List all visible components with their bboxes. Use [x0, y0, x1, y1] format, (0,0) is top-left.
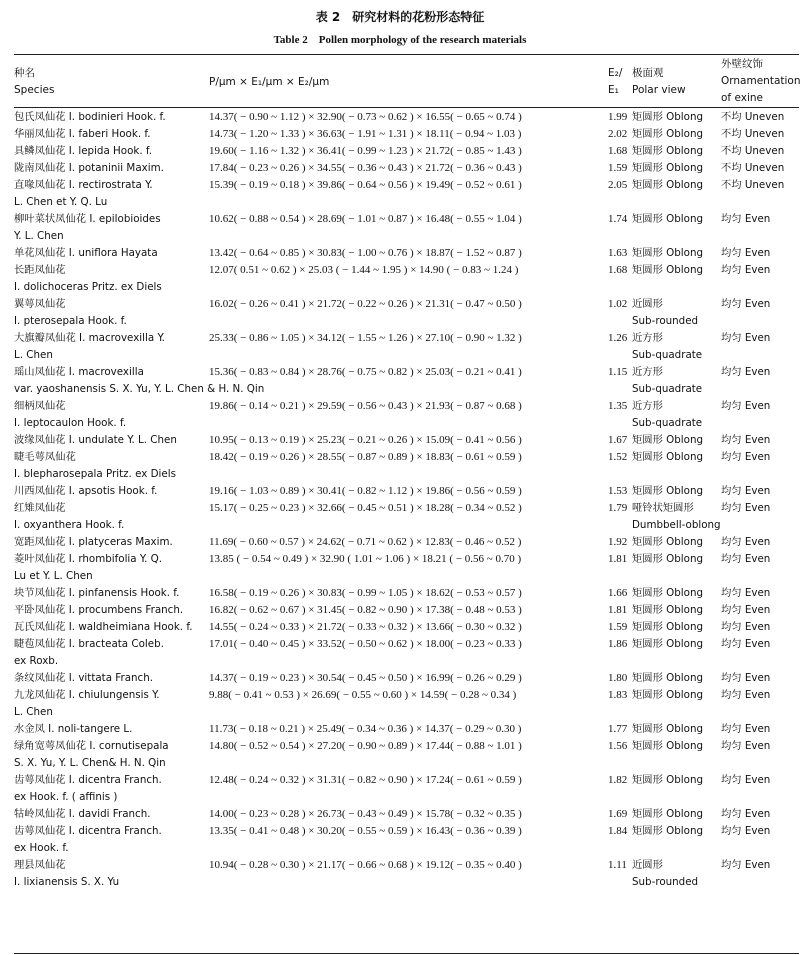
species-cell: 理县凤仙花 I. lixianensis S. X. Yu: [14, 859, 120, 888]
ornamentation-cell: 均匀 Even: [721, 400, 771, 412]
dimensions-cell: 19.60( − 1.16 ~ 1.32 ) × 36.41( − 0.99 ~ 1.23 ) × 21.72( − 0.85 ~ 1.43 ): [209, 145, 522, 157]
ratio-cell: 1.59: [608, 162, 628, 174]
species-cell: 直喙凤仙花 I. rectirostrata Y. L. Chen et Y. Q. Lu: [14, 179, 153, 208]
ornamentation-cell: 均匀 Even: [721, 604, 771, 616]
polar-view-cell: 矩圆形 Oblong: [632, 213, 704, 225]
ornamentation-cell: 不均 Uneven: [721, 162, 785, 174]
table-row: [14, 296, 799, 330]
table-row: [14, 364, 799, 398]
polar-view-cell: 矩圆形 Oblong: [632, 179, 704, 191]
ornamentation-cell: 均匀 Even: [721, 774, 771, 786]
polar-view-cell: 矩圆形 Oblong: [632, 451, 704, 463]
species-cell: 齿萼凤仙花 I. dicentra Franch. ex Hook. f.: [14, 825, 162, 854]
ornamentation-cell: 均匀 Even: [721, 723, 771, 735]
polar-view-cell: 矩圆形 Oblong: [632, 774, 704, 786]
dimensions-cell: 15.17( − 0.25 ~ 0.23 ) × 32.66( − 0.45 ~ 0.51 ) × 18.28( − 0.34 ~ 0.52 ): [209, 502, 522, 514]
polar-view-cell: 矩圆形 Oblong: [632, 723, 704, 735]
polar-view-cell: 近圆形 Sub-rounded: [632, 859, 699, 888]
pollen-table: [14, 56, 799, 891]
ornamentation-cell: 均匀 Even: [721, 213, 771, 225]
polar-view-cell: 矩圆形 Oblong: [632, 825, 704, 837]
table-row: [14, 245, 799, 262]
dimensions-cell: 14.37( − 0.90 ~ 1.12 ) × 32.90( − 0.73 ~ 0.62 ) × 16.55( − 0.65 ~ 0.74 ): [209, 111, 522, 123]
species-cell: 睫毛萼凤仙花 I. blepharosepala Pritz. ex Diels: [14, 451, 176, 480]
species-cell: 水金凤 I. noli-tangere L.: [14, 723, 133, 735]
header-species: 种名 Species: [14, 67, 55, 96]
ratio-cell: 1.86: [608, 638, 628, 650]
dimensions-cell: 18.42( − 0.19 ~ 0.26 ) × 28.55( − 0.87 ~ 0.89 ) × 18.83( − 0.61 ~ 0.59 ): [209, 451, 522, 463]
species-cell: 细柄凤仙花 I. leptocaulon Hook. f.: [14, 400, 127, 429]
dimensions-cell: 14.73( − 1.20 ~ 1.33 ) × 36.63( − 1.91 ~ 1.31 ) × 18.11( − 0.94 ~ 1.03 ): [209, 128, 522, 140]
dimensions-cell: 14.55( − 0.24 ~ 0.33 ) × 21.72( − 0.33 ~ 0.32 ) × 13.66( − 0.30 ~ 0.32 ): [209, 621, 522, 633]
table-row: [14, 585, 799, 602]
table-row: [14, 670, 799, 687]
ratio-cell: 1.63: [608, 247, 628, 259]
polar-view-cell: 矩圆形 Oblong: [632, 145, 704, 157]
header-row: [14, 56, 799, 107]
species-cell: 柳叶菜状凤仙花 I. epilobioides Y. L. Chen: [14, 213, 161, 242]
ratio-cell: 1.35: [608, 400, 628, 412]
ratio-cell: 1.92: [608, 536, 628, 548]
table-row: [14, 483, 799, 500]
table-row: [14, 432, 799, 449]
ratio-cell: 1.59: [608, 621, 628, 633]
dimensions-cell: 17.01( − 0.40 ~ 0.45 ) × 33.52( − 0.50 ~ 0.62 ) × 18.00( − 0.23 ~ 0.33 ): [209, 638, 522, 650]
polar-view-cell: 近圆形 Sub-rounded: [632, 298, 699, 327]
table-row: [14, 534, 799, 551]
species-cell: 九龙凤仙花 I. chiulungensis Y. L. Chen: [14, 689, 160, 718]
table-row: [14, 806, 799, 823]
table-row: [14, 602, 799, 619]
table-row: [14, 551, 799, 585]
species-cell: 具鳞凤仙花 I. lepida Hook. f.: [14, 145, 153, 157]
header-ratio: E₂/ E₁: [608, 67, 623, 96]
polar-view-cell: 矩圆形 Oblong: [632, 434, 704, 446]
polar-view-cell: 矩圆形 Oblong: [632, 740, 704, 752]
ratio-cell: 1.77: [608, 723, 628, 735]
table-row: [14, 721, 799, 738]
dimensions-cell: 11.69( − 0.60 ~ 0.57 ) × 24.62( − 0.71 ~ 0.62 ) × 12.83( − 0.46 ~ 0.52 ): [209, 536, 522, 548]
ratio-cell: 1.80: [608, 672, 628, 684]
ornamentation-cell: 均匀 Even: [721, 434, 771, 446]
ratio-cell: 2.02: [608, 128, 628, 140]
ornamentation-cell: 均匀 Even: [721, 536, 771, 548]
table-row: [14, 262, 799, 296]
species-cell: 条纹凤仙花 I. vittata Franch.: [14, 672, 154, 684]
ornamentation-cell: 均匀 Even: [721, 859, 771, 871]
ornamentation-cell: 不均 Uneven: [721, 145, 785, 157]
dimensions-cell: 14.00( − 0.23 ~ 0.28 ) × 26.73( − 0.43 ~ 0.49 ) × 15.78( − 0.32 ~ 0.35 ): [209, 808, 522, 820]
table-row: [14, 398, 799, 432]
ratio-cell: 1.79: [608, 502, 628, 514]
table-title-en: Table 2 Pollen morphology of the research materials: [273, 34, 527, 46]
polar-view-cell: 矩圆形 Oblong: [632, 128, 704, 140]
ratio-cell: 1.82: [608, 774, 628, 786]
species-cell: 川西凤仙花 I. apsotis Hook. f.: [14, 485, 158, 497]
ornamentation-cell: 不均 Uneven: [721, 179, 785, 191]
polar-view-cell: 矩圆形 Oblong: [632, 689, 704, 701]
dimensions-cell: 10.95( − 0.13 ~ 0.19 ) × 25.23( − 0.21 ~ 0.26 ) × 15.09( − 0.41 ~ 0.56 ): [209, 434, 522, 446]
ornamentation-cell: 均匀 Even: [721, 638, 771, 650]
header-polar: 极面观 Polar view: [632, 67, 686, 96]
dimensions-cell: 19.16( − 1.03 ~ 0.89 ) × 30.41( − 0.82 ~ 1.12 ) × 19.86( − 0.56 ~ 0.59 ): [209, 485, 522, 497]
ornamentation-cell: 均匀 Even: [721, 689, 771, 701]
species-cell: 睫苞凤仙花 I. bracteata Coleb. ex Roxb.: [14, 638, 164, 667]
dimensions-cell: 25.33( − 0.86 ~ 1.05 ) × 34.12( − 1.55 ~ 1.26 ) × 27.10( − 0.90 ~ 1.32 ): [209, 332, 522, 344]
dimensions-cell: 14.37( − 0.19 ~ 0.23 ) × 30.54( − 0.45 ~ 0.50 ) × 16.99( − 0.26 ~ 0.29 ): [209, 672, 522, 684]
ratio-cell: 1.68: [608, 145, 628, 157]
species-cell: 陇南凤仙花 I. potaninii Maxim.: [14, 162, 164, 174]
species-cell: 瓦氏凤仙花 I. waldheimiana Hook. f.: [14, 621, 193, 633]
dimensions-cell: 13.42( − 0.64 ~ 0.85 ) × 30.83( − 1.00 ~ 0.76 ) × 18.87( − 1.52 ~ 0.87 ): [209, 247, 522, 259]
polar-view-cell: 矩圆形 Oblong: [632, 485, 704, 497]
polar-view-cell: 矩圆形 Oblong: [632, 553, 704, 565]
table-row: [14, 126, 799, 143]
species-cell: 包氏凤仙花 I. bodinieri Hook. f.: [14, 111, 166, 123]
dimensions-cell: 13.85 ( − 0.54 ~ 0.49 ) × 32.90 ( 1.01 ~ 1.06 ) × 18.21 ( − 0.56 ~ 0.70 ): [209, 553, 522, 565]
species-cell: 绿角宽萼凤仙花 I. cornutisepala S. X. Yu, Y. L. Chen& H. N. Qin: [14, 740, 169, 769]
polar-view-cell: 矩圆形 Oblong: [632, 536, 704, 548]
polar-view-cell: 矩圆形 Oblong: [632, 672, 704, 684]
ornamentation-cell: 均匀 Even: [721, 587, 771, 599]
ratio-cell: 1.52: [608, 451, 628, 463]
ratio-cell: 1.83: [608, 689, 628, 701]
ratio-cell: 1.26: [608, 332, 628, 344]
header-dimensions: P/μm × E₁/μm × E₂/μm: [209, 76, 330, 88]
ratio-cell: 1.15: [608, 366, 628, 378]
ornamentation-cell: 均匀 Even: [721, 298, 771, 310]
table-row: [14, 687, 799, 721]
ornamentation-cell: 不均 Uneven: [721, 111, 785, 123]
species-cell: 瑶山凤仙花 I. macrovexilla var. yaoshanensis S. X. Yu, Y. L. Chen & H. N. Qin: [14, 366, 265, 395]
table-row: [14, 636, 799, 670]
ornamentation-cell: 均匀 Even: [721, 485, 771, 497]
species-cell: 平卧凤仙花 I. procumbens Franch.: [14, 604, 184, 616]
table-row: [14, 449, 799, 483]
polar-view-cell: 矩圆形 Oblong: [632, 621, 704, 633]
ratio-cell: 1.69: [608, 808, 628, 820]
table-row: [14, 330, 799, 364]
ornamentation-cell: 均匀 Even: [721, 621, 771, 633]
dimensions-cell: 19.86( − 0.14 ~ 0.21 ) × 29.59( − 0.56 ~ 0.43 ) × 21.93( − 0.87 ~ 0.68 ): [209, 400, 522, 412]
polar-view-cell: 矩圆形 Oblong: [632, 247, 704, 259]
species-cell: 菱叶凤仙花 I. rhombifolia Y. Q. Lu et Y. L. Chen: [14, 553, 163, 582]
species-cell: 大旗瓣凤仙花 I. macrovexilla Y. L. Chen: [14, 332, 165, 361]
ratio-cell: 1.81: [608, 553, 628, 565]
table-row: [14, 160, 799, 177]
polar-view-cell: 矩圆形 Oblong: [632, 808, 704, 820]
dimensions-cell: 10.62( − 0.88 ~ 0.54 ) × 28.69( − 1.01 ~ 0.87 ) × 16.48( − 0.55 ~ 1.04 ): [209, 213, 522, 225]
polar-view-cell: 矩圆形 Oblong: [632, 604, 704, 616]
dimensions-cell: 16.02( − 0.26 ~ 0.41 ) × 21.72( − 0.22 ~ 0.26 ) × 21.31( − 0.47 ~ 0.50 ): [209, 298, 522, 310]
species-cell: 华丽凤仙花 I. faberi Hook. f.: [14, 128, 151, 140]
dimensions-cell: 16.58( − 0.19 ~ 0.26 ) × 30.83( − 0.99 ~ 1.05 ) × 18.62( − 0.53 ~ 0.57 ): [209, 587, 522, 599]
table-row: [14, 738, 799, 772]
table-row: [14, 500, 799, 534]
polar-view-cell: 近方形 Sub-quadrate: [632, 332, 703, 361]
ornamentation-cell: 均匀 Even: [721, 264, 771, 276]
ornamentation-cell: 均匀 Even: [721, 808, 771, 820]
ratio-cell: 1.84: [608, 825, 628, 837]
dimensions-cell: 11.73( − 0.18 ~ 0.21 ) × 25.49( − 0.34 ~ 0.36 ) × 14.37( − 0.29 ~ 0.30 ): [209, 723, 522, 735]
dimensions-cell: 14.80( − 0.52 ~ 0.54 ) × 27.20( − 0.90 ~ 0.89 ) × 17.44( − 0.88 ~ 1.01 ): [209, 740, 522, 752]
ratio-cell: 1.02: [608, 298, 628, 310]
table-row: [14, 211, 799, 245]
ornamentation-cell: 均匀 Even: [721, 553, 771, 565]
ratio-cell: 1.66: [608, 587, 628, 599]
ratio-cell: 1.53: [608, 485, 628, 497]
dimensions-cell: 12.48( − 0.24 ~ 0.32 ) × 31.31( − 0.82 ~ 0.90 ) × 17.24( − 0.61 ~ 0.59 ): [209, 774, 522, 786]
dimensions-cell: 12.07( 0.51 ~ 0.62 ) × 25.03 ( − 1.44 ~ 1.95 ) × 14.90 ( − 0.83 ~ 1.24 ): [209, 264, 519, 276]
polar-view-cell: 近方形 Sub-quadrate: [632, 400, 703, 429]
header-ornamentation: 外壁纹饰 Ornamentation of exine: [721, 58, 801, 104]
ornamentation-cell: 均匀 Even: [721, 451, 771, 463]
table-row: [14, 619, 799, 636]
ratio-cell: 2.05: [608, 179, 628, 191]
species-cell: 牯岭凤仙花 I. davidi Franch.: [14, 808, 151, 820]
table-row: [14, 143, 799, 160]
ratio-cell: 1.68: [608, 264, 628, 276]
table-row: [14, 823, 799, 857]
ratio-cell: 1.67: [608, 434, 628, 446]
dimensions-cell: 16.82( − 0.62 ~ 0.67 ) × 31.45( − 0.82 ~ 0.90 ) × 17.38( − 0.48 ~ 0.53 ): [209, 604, 522, 616]
ornamentation-cell: 均匀 Even: [721, 247, 771, 259]
species-cell: 翼萼凤仙花 I. pterosepala Hook. f.: [14, 298, 127, 327]
dimensions-cell: 13.35( − 0.41 ~ 0.48 ) × 30.20( − 0.55 ~ 0.59 ) × 16.43( − 0.36 ~ 0.39 ): [209, 825, 522, 837]
polar-view-cell: 矩圆形 Oblong: [632, 264, 704, 276]
polar-view-cell: 矩圆形 Oblong: [632, 111, 704, 123]
top-rule: [14, 54, 799, 55]
ornamentation-cell: 均匀 Even: [721, 740, 771, 752]
ratio-cell: 1.99: [608, 111, 628, 123]
species-cell: 长距凤仙花 I. dolichoceras Pritz. ex Diels: [14, 264, 162, 293]
ornamentation-cell: 均匀 Even: [721, 332, 771, 344]
species-cell: 块节凤仙花 I. pinfanensis Hook. f.: [14, 587, 180, 599]
ornamentation-cell: 均匀 Even: [721, 825, 771, 837]
table-row: [14, 109, 799, 126]
species-cell: 波缘凤仙花 I. undulate Y. L. Chen: [14, 434, 177, 446]
ratio-cell: 1.11: [608, 859, 627, 871]
bottom-rule: [14, 953, 799, 954]
dimensions-cell: 9.88( − 0.41 ~ 0.53 ) × 26.69( − 0.55 ~ 0.60 ) × 14.59( − 0.28 ~ 0.34 ): [209, 689, 517, 701]
dimensions-cell: 17.84( − 0.23 ~ 0.26 ) × 34.55( − 0.36 ~ 0.43 ) × 21.72( − 0.36 ~ 0.43 ): [209, 162, 522, 174]
polar-view-cell: 矩圆形 Oblong: [632, 638, 704, 650]
ornamentation-cell: 均匀 Even: [721, 366, 771, 378]
table-row: [14, 177, 799, 211]
ratio-cell: 1.74: [608, 213, 628, 225]
species-cell: 单花凤仙花 I. uniflora Hayata: [14, 247, 158, 259]
polar-view-cell: 矩圆形 Oblong: [632, 162, 704, 174]
ornamentation-cell: 均匀 Even: [721, 502, 771, 514]
table-row: [14, 772, 799, 806]
polar-view-cell: 哑铃状矩圆形 Dumbbell-oblong: [632, 502, 721, 531]
table-row: [14, 857, 799, 891]
dimensions-cell: 15.39( − 0.19 ~ 0.18 ) × 39.86( − 0.64 ~ 0.56 ) × 19.49( − 0.52 ~ 0.61 ): [209, 179, 522, 191]
ornamentation-cell: 均匀 Even: [721, 672, 771, 684]
dimensions-cell: 15.36( − 0.83 ~ 0.84 ) × 28.76( − 0.75 ~ 0.82 ) × 25.03( − 0.21 ~ 0.41 ): [209, 366, 522, 378]
polar-view-cell: 矩圆形 Oblong: [632, 587, 704, 599]
species-cell: 红雉凤仙花 I. oxyanthera Hook. f.: [14, 502, 125, 531]
dimensions-cell: 10.94( − 0.28 ~ 0.30 ) × 21.17( − 0.66 ~ 0.68 ) × 19.12( − 0.35 ~ 0.40 ): [209, 859, 522, 871]
polar-view-cell: 近方形 Sub-quadrate: [632, 366, 703, 395]
species-cell: 齿萼凤仙花 I. dicentra Franch. ex Hook. f. ( affinis ): [14, 774, 162, 803]
species-cell: 宽距凤仙花 I. platyceras Maxim.: [14, 536, 173, 548]
table-title-cn: 表 2 研究材料的花粉形态特征: [315, 10, 485, 24]
ornamentation-cell: 不均 Uneven: [721, 128, 785, 140]
ratio-cell: 1.56: [608, 740, 628, 752]
ratio-cell: 1.81: [608, 604, 628, 616]
